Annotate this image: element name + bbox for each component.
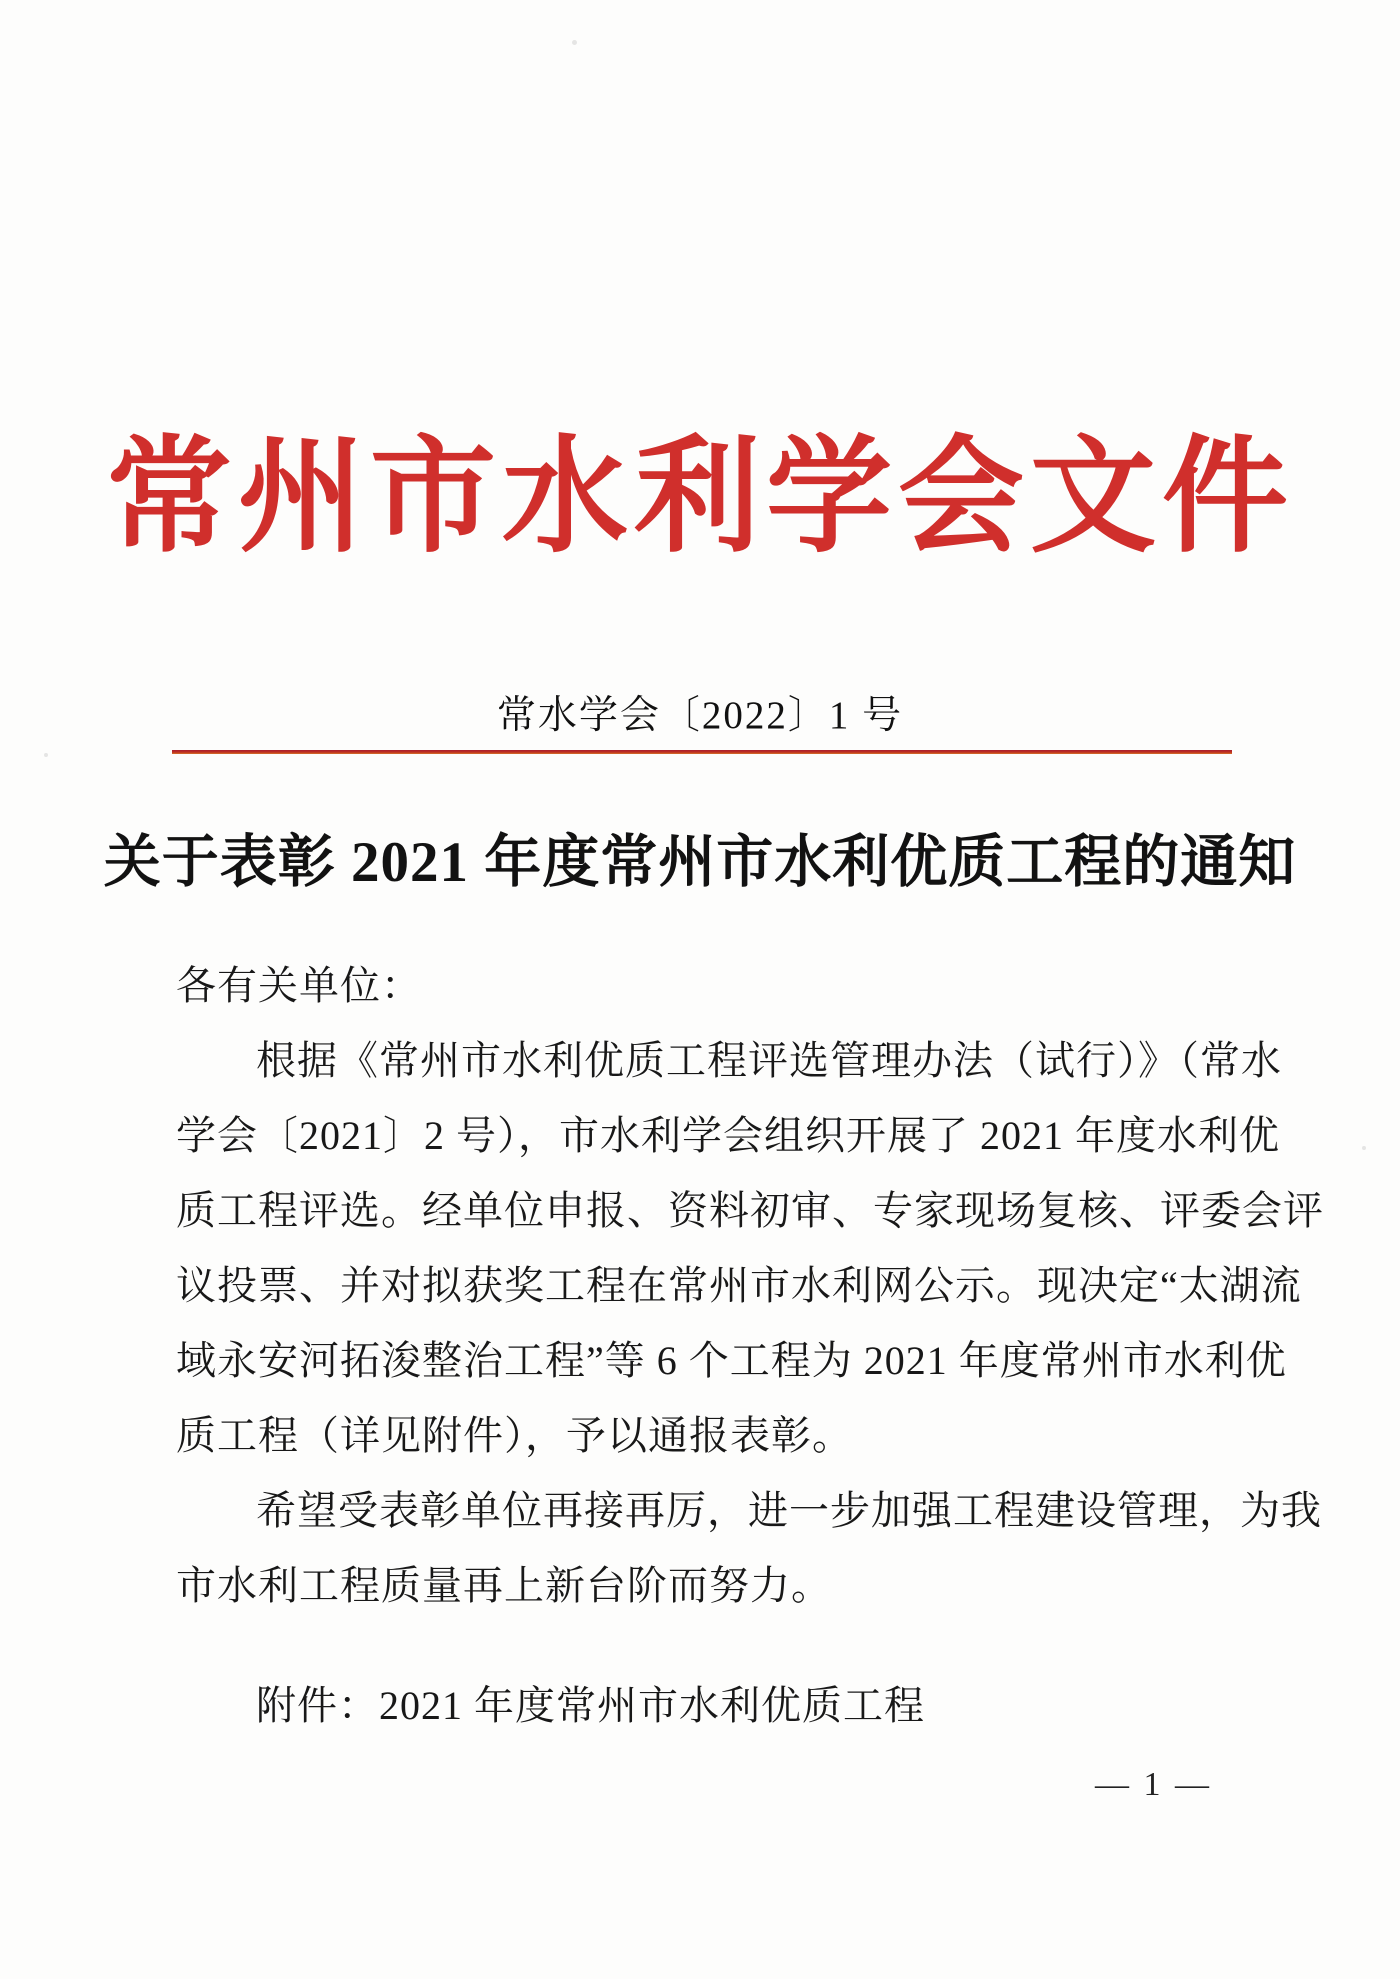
body-line: 市水利工程质量再上新台阶而努力。 bbox=[176, 1563, 832, 1608]
body-text-block bbox=[176, 948, 1324, 1623]
scan-dust-speck bbox=[1362, 1146, 1366, 1150]
document-number: 常水学会〔2022〕1 号 bbox=[496, 694, 904, 737]
scan-dust-speck bbox=[572, 40, 577, 45]
letterhead-red-rule bbox=[172, 750, 1232, 754]
page-number: — 1 — bbox=[1095, 1766, 1212, 1803]
scan-dust-speck bbox=[44, 753, 48, 757]
scan-dust-speck bbox=[512, 1440, 515, 1443]
body-line: 根据《常州市水利优质工程评选管理办法（试行）》（常水 bbox=[256, 1038, 1282, 1083]
body-line: 质工程评选。经单位申报、资料初审、专家现场复核、评委会评 bbox=[176, 1188, 1324, 1233]
body-line: 质工程（详见附件），予以通报表彰。 bbox=[176, 1413, 853, 1458]
notice-title: 关于表彰 2021 年度常州市水利优质工程的通知 bbox=[103, 831, 1297, 894]
attachment-reference-line: 附件：2021 年度常州市水利优质工程 bbox=[256, 1683, 925, 1728]
body-line: 学会〔2021〕2 号），市水利学会组织开展了 2021 年度水利优 bbox=[176, 1113, 1280, 1158]
body-line: 域永安河拓浚整治工程”等 6 个工程为 2021 年度常州市水利优 bbox=[176, 1338, 1287, 1383]
body-line: 议投票、并对拟获奖工程在常州市水利网公示。现决定“太湖流 bbox=[176, 1263, 1302, 1308]
letterhead-org-title: 常州市水利学会文件 bbox=[106, 429, 1294, 568]
salutation-line: 各有关单位： bbox=[176, 963, 422, 1008]
body-line: 希望受表彰单位再接再厉，进一步加强工程建设管理，为我 bbox=[256, 1488, 1322, 1533]
